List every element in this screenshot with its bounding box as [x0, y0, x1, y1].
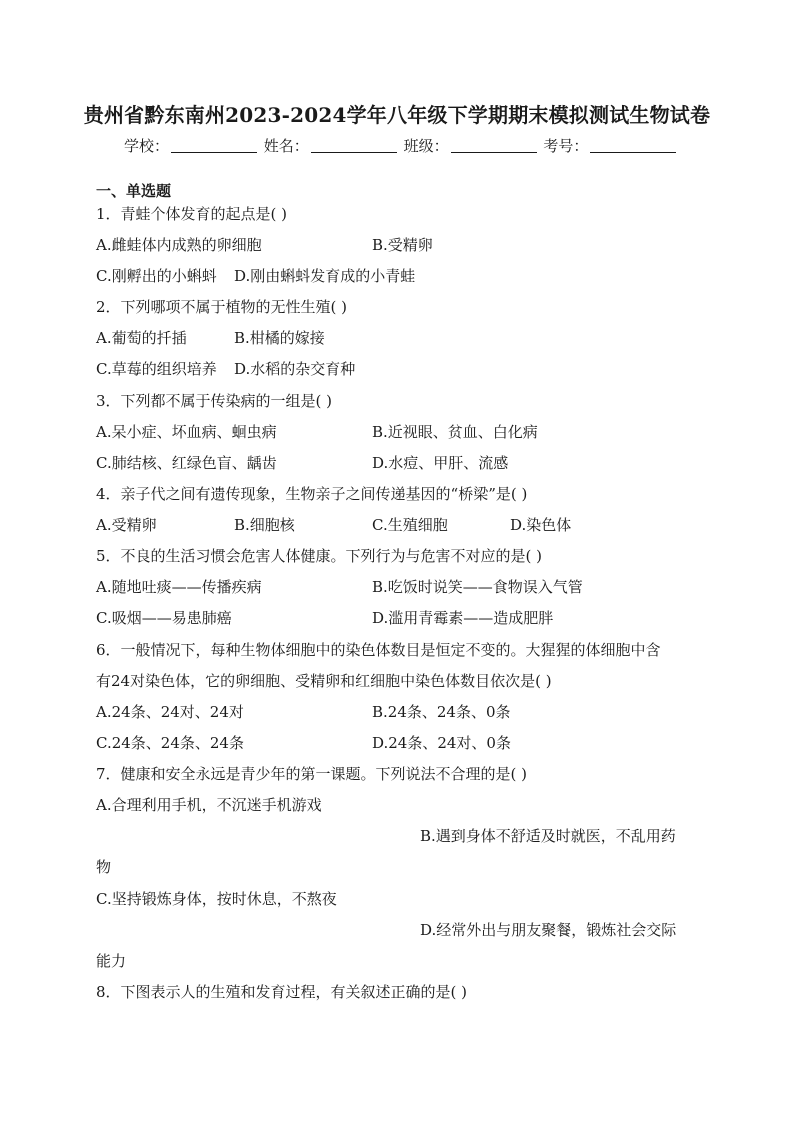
option: A.合理利用手机，不沉迷手机游戏 [96, 796, 322, 814]
name-label: 姓名： [263, 137, 309, 155]
option: A.雌蛙体内成熟的卵细胞 [96, 236, 262, 254]
option: B.吃饭时说笑——食物误入气管 [372, 578, 583, 596]
option: A.受精卵 [96, 516, 157, 534]
option: C.吸烟——易患肺癌 [96, 609, 232, 627]
class-blank[interactable] [451, 137, 537, 153]
option: D.经常外出与朋友聚餐，锻炼社会交际 [420, 921, 677, 939]
option-continued: 能力 [96, 952, 127, 970]
option-continued: 物 [96, 858, 112, 876]
question-stem-continued: 有24对染色体，它的卵细胞、受精卵和红细胞中染色体数目依次是( ) [96, 672, 552, 690]
option: D.24条、24对、0条 [372, 734, 511, 752]
option: A.随地吐痰——传播疾病 [96, 578, 262, 596]
option: C.肺结核、红绿色盲、龋齿 [96, 454, 277, 472]
option: C.生殖细胞 [372, 516, 448, 534]
option: D.刚由蝌蚪发育成的小青蛙 [234, 267, 416, 285]
page-title: 贵州省黔东南州2023-2024学年八年级下学期期末模拟测试生物试卷 [83, 103, 711, 127]
option: B.柑橘的嫁接 [234, 329, 325, 347]
option: C.24条、24条、24条 [96, 734, 244, 752]
question-stem: 8．下图表示人的生殖和发育过程，有关叙述正确的是( ) [96, 983, 468, 1001]
question-stem: 4．亲子代之间有遗传现象，生物亲子之间传递基因的“桥梁”是( ) [96, 485, 528, 503]
option: C.坚持锻炼身体，按时休息，不熬夜 [96, 890, 337, 908]
option: B.近视眼、贫血、白化病 [372, 423, 538, 441]
section-heading: 一、单选题 [96, 182, 172, 200]
option: D.水稻的杂交育种 [234, 360, 356, 378]
option: B.受精卵 [372, 236, 433, 254]
school-blank[interactable] [171, 137, 257, 153]
option: A.呆小症、坏血病、蛔虫病 [96, 423, 277, 441]
option: D.染色体 [510, 516, 572, 534]
question-stem: 1．青蛙个体发育的起点是( ) [96, 205, 288, 223]
student-info-line [124, 135, 678, 157]
school-label: 学校： [124, 137, 170, 155]
name-blank[interactable] [311, 137, 397, 153]
question-stem: 6．一般情况下，每种生物体细胞中的染色体数目是恒定不变的。大猩猩的体细胞中含 [96, 641, 661, 659]
question-stem: 3．下列都不属于传染病的一组是( ) [96, 392, 333, 410]
class-label: 班级： [403, 137, 449, 155]
option: A.24条、24对、24对 [96, 703, 244, 721]
option: B.细胞核 [234, 516, 295, 534]
option: D.水痘、甲肝、流感 [372, 454, 509, 472]
option: B.24条、24条、0条 [372, 703, 511, 721]
exam-number-blank[interactable] [590, 137, 676, 153]
option: B.遇到身体不舒适及时就医，不乱用药 [420, 827, 676, 845]
question-stem: 7．健康和安全永远是青少年的第一课题。下列说法不合理的是( ) [96, 765, 528, 783]
exam-number-label: 考号： [543, 137, 589, 155]
question-stem: 5．不良的生活习惯会危害人体健康。下列行为与危害不对应的是( ) [96, 547, 543, 565]
option: A.葡萄的扦插 [96, 329, 187, 347]
option: C.草莓的组织培养 [96, 360, 217, 378]
option: C.刚孵出的小蝌蚪 [96, 267, 217, 285]
question-stem: 2．下列哪项不属于植物的无性生殖( ) [96, 298, 348, 316]
option: D.滥用青霉素——造成肥胖 [372, 609, 554, 627]
